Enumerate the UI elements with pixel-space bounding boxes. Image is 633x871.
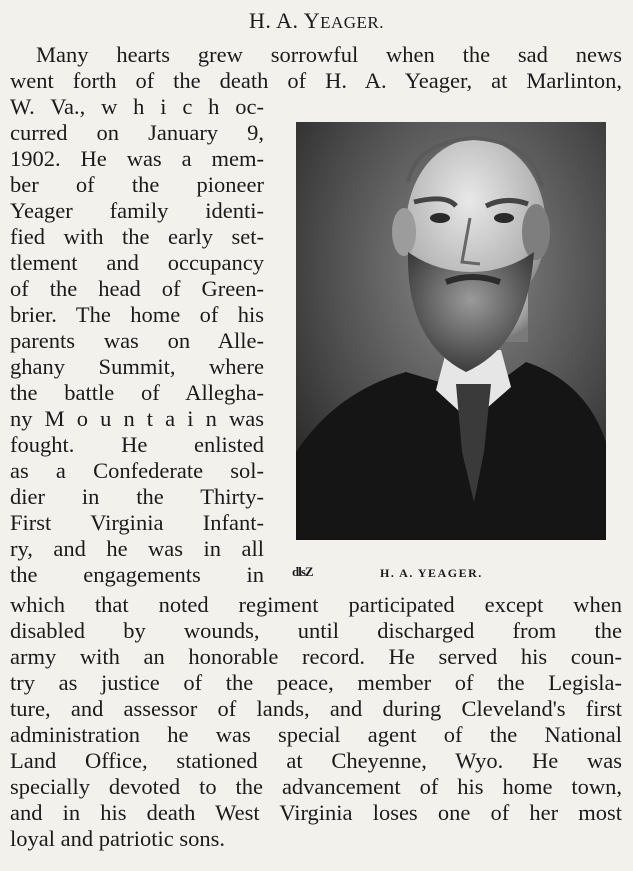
text-line: went forth of the death of H. A. Yeager, at Marlinton, bbox=[10, 68, 622, 93]
text-line: 1902. He was a mem- bbox=[10, 146, 264, 171]
text-line: disabled by wounds, until discharged from the bbox=[10, 618, 622, 643]
text-line: curred on January 9, bbox=[10, 120, 264, 145]
text-line: fought. He enlisted bbox=[10, 432, 264, 457]
text-line: First Virginia Infant- bbox=[10, 510, 264, 535]
text-line: try as justice of the peace, member of the Legisla- bbox=[10, 670, 622, 695]
page-title: H. A. YEAGER. bbox=[248, 8, 385, 33]
text-line: Land Office, stationed at Cheyenne, Wyo. He was bbox=[10, 748, 622, 773]
portrait-photo bbox=[296, 122, 606, 540]
photo-caption: H. A. YEAGER. bbox=[380, 566, 483, 580]
text-line: as a Confederate sol- bbox=[10, 458, 264, 483]
text-line: which that noted regiment participated except when bbox=[10, 592, 622, 617]
text-line: W. Va., w h i c h oc- bbox=[10, 94, 264, 119]
text-line: specially devoted to the advancement of his home town, bbox=[10, 774, 622, 799]
text-line: parents was on Alle- bbox=[10, 328, 264, 353]
text-line: Yeager family identi- bbox=[10, 198, 264, 223]
text-line: ber of the pioneer bbox=[10, 172, 264, 197]
text-line: ry, and he was in all bbox=[10, 536, 264, 561]
text-line: and in his death West Virginia loses one of her most bbox=[10, 800, 622, 825]
text-line: tlement and occupancy bbox=[10, 250, 264, 275]
portrait-illustration bbox=[296, 122, 606, 540]
text-line: loyal and patriotic sons. bbox=[10, 826, 225, 851]
text-line: dier in the Thirty- bbox=[10, 484, 264, 509]
text-line: administration he was special agent of the National bbox=[10, 722, 622, 747]
text-line: the battle of Allegha- bbox=[10, 380, 264, 405]
printer-mark: dlsZ bbox=[292, 564, 313, 579]
text-line: of the head of Green- bbox=[10, 276, 264, 301]
text-line: ture, and assessor of lands, and during Cleveland's first bbox=[10, 696, 622, 721]
text-line: fied with the early set- bbox=[10, 224, 264, 249]
text-line: army with an honorable record. He served his coun- bbox=[10, 644, 622, 669]
text-line: ghany Summit, where bbox=[10, 354, 264, 379]
text-line: ny M o u n t a i n was bbox=[10, 406, 264, 431]
text-line: Many hearts grew sorrowful when the sad news bbox=[36, 42, 622, 67]
text-line: the engagements in bbox=[10, 562, 264, 587]
text-line: brier. The home of his bbox=[10, 302, 264, 327]
